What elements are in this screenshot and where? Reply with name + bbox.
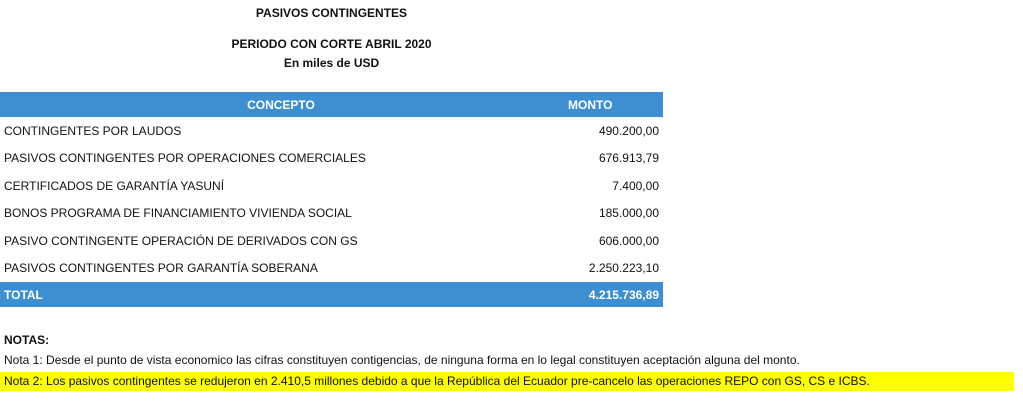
table-row: [0, 172, 663, 200]
row-concepto: PASIVOS CONTINGENTES POR OPERACIONES COMERCIALES: [4, 151, 366, 166]
total-label: TOTAL: [4, 287, 43, 302]
row-concepto: PASIVO CONTINGENTE OPERACIÓN DE DERIVADOS CON GS: [4, 233, 358, 248]
table-row: [0, 117, 663, 145]
report-units: En miles de USD: [283, 56, 380, 70]
report-period: PERIODO CON CORTE ABRIL 2020: [231, 37, 432, 51]
row-monto: 2.250.223,10: [588, 261, 659, 276]
row-monto: 676.913,79: [598, 151, 659, 166]
row-monto: 185.000,00: [598, 206, 659, 221]
total-monto: 4.215.736,89: [588, 287, 659, 302]
note-2-highlighted: Nota 2: Los pasivos contingentes se redujeron en 2.410,5 millones debido a que la República del Ecuador pre-cancelo las operaciones REPO con GS, CS e ICBS.: [0, 372, 1014, 391]
row-monto: 7.400,00: [612, 178, 659, 193]
report-title: PASIVOS CONTINGENTES: [255, 6, 408, 20]
column-header-monto: MONTO: [568, 97, 613, 112]
table-row: [0, 255, 663, 283]
row-monto: 490.200,00: [598, 123, 659, 138]
table-row: [0, 145, 663, 173]
row-concepto: CONTINGENTES POR LAUDOS: [4, 123, 182, 138]
row-concepto: BONOS PROGRAMA DE FINANCIAMIENTO VIVIENDA SOCIAL: [4, 206, 352, 221]
table-total-row: [0, 282, 663, 307]
table-row: [0, 227, 663, 255]
contingent-liabilities-table: [0, 92, 663, 307]
table-header-row: [0, 92, 663, 117]
notes-heading: NOTAS:: [4, 333, 50, 347]
note-1: Nota 1: Desde el punto de vista economico las cifras constituyen contigencias, de ninguna forma en lo legal constituyen aceptación alguna del monto.: [4, 353, 800, 367]
row-concepto: CERTIFICADOS DE GARANTÍA YASUNÍ: [4, 178, 225, 193]
table-row: [0, 200, 663, 228]
row-concepto: PASIVOS CONTINGENTES POR GARANTÍA SOBERANA: [4, 261, 318, 276]
row-monto: 606.000,00: [598, 233, 659, 248]
column-header-concepto: CONCEPTO: [247, 97, 315, 112]
